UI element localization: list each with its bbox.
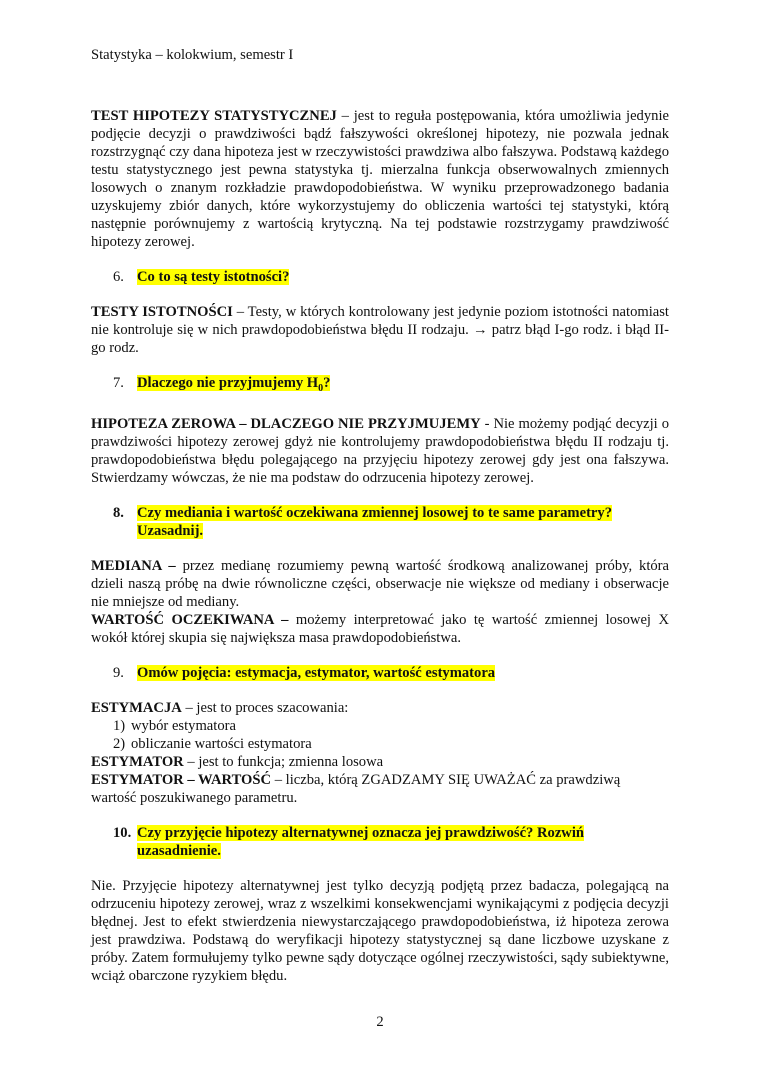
paragraph-test-hipotezy: TEST HIPOTEZY STATYSTYCZNEJ – jest to reguła postępowania, która umożliwia jedynie podjęcie decyzji o prawdziwości bądź fałszywości określonej hipotezy, nie pozwala jednak rozstrzygnąć czy dana hipoteza jest w rzeczywistości prawdziwa albo fałszywa. Podstawą każdego testu statystycznego jest pewna statystyka tj. mierzalna funkcja obserwowalnych zmiennych losowych o znanym rozkładzie prawdopodobieństwa. W wyniku przeprowadzonego badania uzyskujemy zbiór danych, które wykorzystujemy do obliczenia wartości tej statystyki, którą następnie porównujemy z wartością krytyczną. Na tej podstawie rozstrzygamy prawdziwość hipotezy zerowej. — [91, 108, 669, 250]
list-item: 1) wybór estymatora — [113, 717, 236, 734]
paragraph-testy-istotnosci: TESTY ISTOTNOŚCI – Testy, w których kontrolowany jest jedynie poziom istotności natomiast nie kontroluje się w nich prawdopodobieństwa błędu II rodzaju. → patrz błąd I-go rodz. i błąd II-go rodz. — [91, 304, 669, 356]
term-wartosc-oczekiwana: WARTOŚĆ OCZEKIWANA – — [91, 611, 289, 628]
paragraph-estymacja: ESTYMACJA – jest to proces szacowania: — [91, 699, 349, 716]
question-10-text: Czy przyjęcie hipotezy alternatywnej oznacza jej prawdziwość? Rozwiń uzasadnienie. — [137, 824, 585, 859]
question-10: 10. Czy przyjęcie hipotezy alternatywnej oznacza jej prawdziwość? Rozwiń uzasadnienie. — [113, 824, 585, 859]
term-hipoteza-zerowa: HIPOTEZA ZEROWA – DLACZEGO NIE PRZYJMUJEMY — [91, 415, 481, 432]
question-6: 6. Co to są testy istotności? — [113, 269, 290, 285]
paragraph-estymator: ESTYMATOR – jest to funkcja; zmienna losowa — [91, 753, 384, 770]
paragraph-mediana: MEDIANA – przez medianę rozumiemy pewną wartość środkową analizowanej próby, która dzieli naszą próbę na dwie równoliczne części, obserwacje nie większe od mediany i obserwacje nie mniejsze od mediany. — [91, 557, 670, 610]
question-9: 9. Omów pojęcia: estymacja, estymator, wartość estymatora — [113, 664, 496, 681]
term-estymacja: ESTYMACJA — [91, 699, 182, 716]
paragraph-hipoteza-zerowa: HIPOTEZA ZEROWA – DLACZEGO NIE PRZYJMUJEMY - Nie możemy podjąć decyzji o prawdziwości hipotezy zerowej gdyż nie kontrolujemy prawdopodobieństwa błędu II rodzaju tj. prawdopodobieństwa błędu polegającego na przyjęciu hipotezy zerowej gdy jest ona fałszywa. Stwierdzamy wówczas, że nie ma podstaw do odrzucenia hipotezy zerowej. — [91, 415, 670, 486]
paragraph-estymator-wartosc: ESTYMATOR – WARTOŚĆ – liczba, którą ZGADZAMY SIĘ UWAŻAĆ za prawdziwą wartość poszukiwanego parametru. — [91, 771, 621, 806]
paragraph-wartosc-oczekiwana: WARTOŚĆ OCZEKIWANA – możemy interpretować jako tę wartość zmiennej losowej X wokół której skupia się największa masa prawdopodobieństwa. — [91, 611, 669, 646]
term-testy-istotnosci: TESTY ISTOTNOŚCI — [91, 304, 233, 320]
question-9-text: Omów pojęcia: estymacja, estymator, wartość estymatora — [137, 664, 496, 681]
question-7-text: Dlaczego nie przyjmujemy $H_0$? — [137, 375, 331, 394]
paragraph-odpowiedz-10: Nie. Przyjęcie hipotezy alternatywnej jest tylko decyzją podjętą przez badacza, polegającą na odrzuceniu hipotezy zerowej, wraz z wszelkimi konsekwencjami wynikającymi z podjęcia decyzji błędnej. Jest to efekt stwierdzenia niewystarczającego prawdopodobieństwa, iż hipoteza zerowa jest prawdziwa. Podstawą do weryfikacji hipotezy statystycznej są dane liczbowe uzyskane z próby. Zatem formułujemy tylko pewne sądy dotyczące ogólnej rzeczywistości, sądy subiektywne, wciąż obarczone ryzykiem błędu. — [91, 877, 669, 984]
term-mediana: MEDIANA – — [91, 557, 176, 574]
term-estymator: ESTYMATOR — [91, 753, 184, 770]
question-7: 7. Dlaczego nie przyjmujemy $H_0$? — [113, 375, 331, 394]
page-content — [91, 107, 669, 985]
question-8: 8. Czy mediania i wartość oczekiwana zmiennej losowej to te same parametry? Uzasadnij. — [113, 504, 612, 539]
term-estymator-wartosc: ESTYMATOR – WARTOŚĆ — [91, 771, 272, 788]
list-item: 2) obliczanie wartości estymatora — [113, 735, 312, 752]
term-test-hipotezy: TEST HIPOTEZY STATYSTYCZNEJ — [91, 108, 337, 124]
question-8-text: Czy mediania i wartość oczekiwana zmiennej losowej to te same parametry? Uzasadnij. — [137, 504, 612, 539]
running-header: Statystyka – kolokwium, semestr I — [91, 47, 294, 63]
question-6-text: Co to są testy istotności? — [137, 269, 290, 285]
page-number: 2 — [376, 1014, 384, 1030]
